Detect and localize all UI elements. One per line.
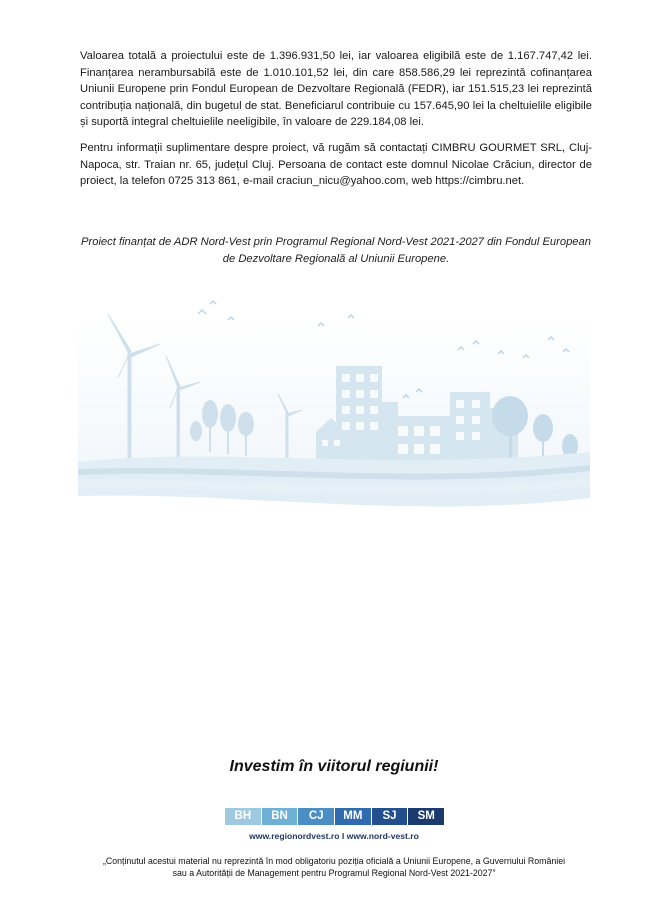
disclaimer: „Conținutul acestui material nu reprezintă în mod obligatoriu poziția oficială a Uniunii Europene, a Guvernului României sau a Autorității de Management pentru Programul Regional Nord-Vest 2021-2027” [102, 856, 566, 878]
county-cj: CJ [298, 808, 334, 825]
funding-note: Proiect finanțat de ADR Nord-Vest prin Programul Regional Nord-Vest 2021-2027 din Fondul European de Dezvoltare Regională al Uniunii Europene. [81, 236, 591, 265]
project-value-paragraph: Valoarea totală a proiectului este de 1.396.931,50 lei, iar valoarea eligibilă este de 1.167.747,42 lei. Finanțarea nerambursabilă este de 1.010.101,52 lei, din care 858.586,29 lei reprezintă cofinanțarea Uniunii Europene prin Fondul European de Dezvoltare Regională (FEDR), iar 151.515,23 lei reprezintă contribuția națională, din bugetul de stat. Beneficiarul contribuie cu 157.645,90 lei la cheltuielile eligibile și suportă integral cheltuielile neeligibile, în valoare de 229.184,08 lei. [80, 50, 592, 129]
county-code-bar [225, 808, 444, 825]
county-sm: SM [408, 808, 444, 825]
website-links[interactable]: www.regionordvest.ro I www.nord-vest.ro [249, 831, 419, 841]
county-sj: SJ [372, 808, 408, 825]
contact-paragraph: Pentru informații suplimentare despre proiect, vă rugăm să contactați CIMBRU GOURMET SRL, Cluj-Napoca, str. Traian nr. 65, județul Cluj. Persoana de contact este domnul Nicolae Crăciun, director de proiect, la telefon 0725 313 861, e-mail craciun_nicu@yahoo.com, web https://cimbru.net. [80, 142, 592, 188]
county-bn: BN [262, 808, 298, 825]
city-skyline-illustration [78, 296, 590, 532]
county-bh: BH [225, 808, 261, 825]
county-mm: MM [335, 808, 371, 825]
slogan: Investim în viitorul regiunii! [229, 758, 439, 775]
